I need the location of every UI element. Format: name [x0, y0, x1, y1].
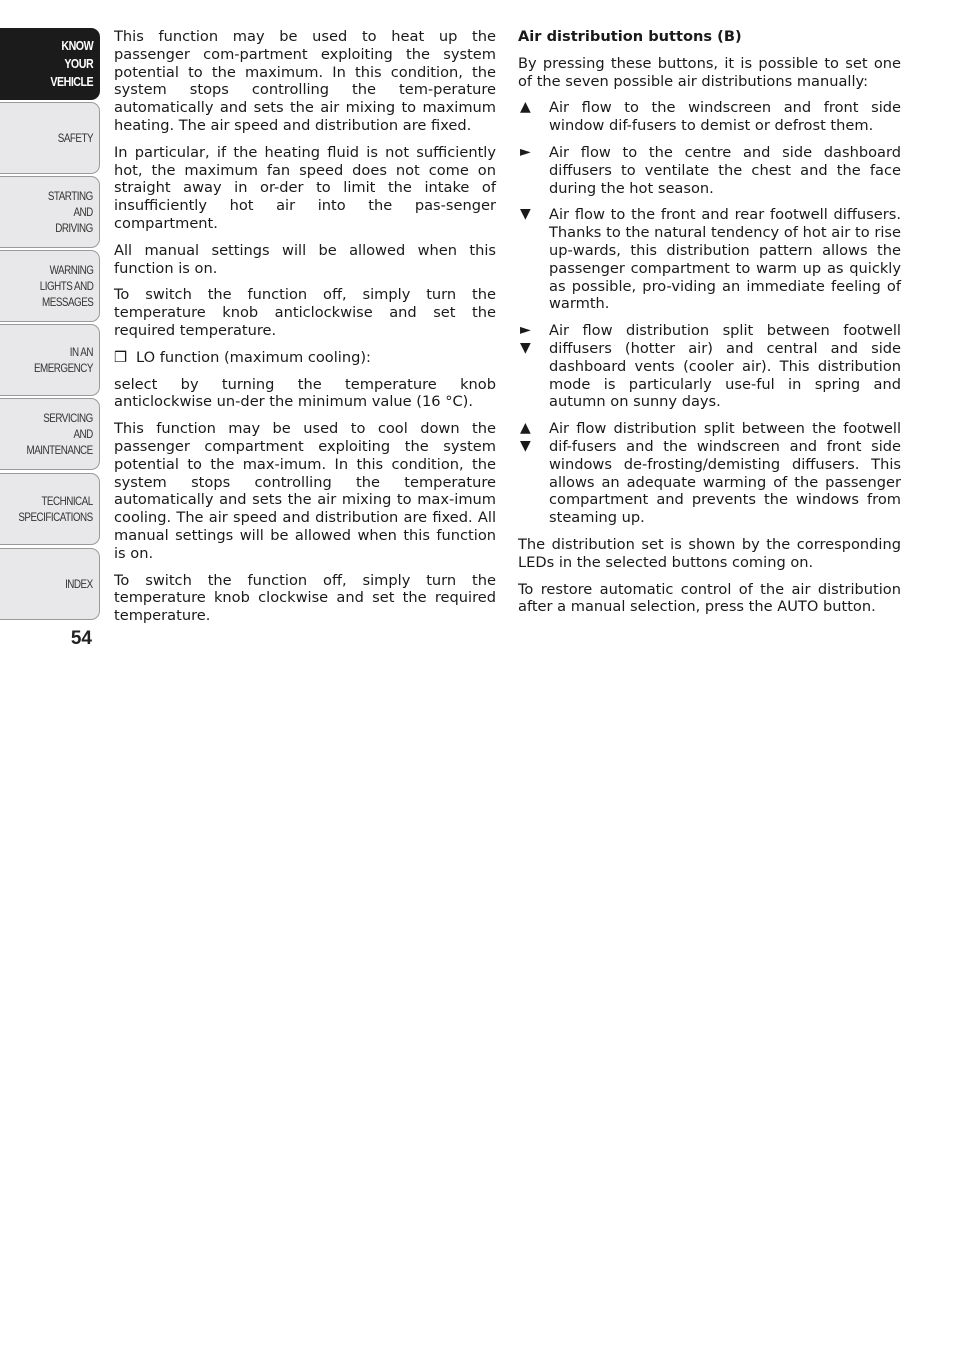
checkbox-bullet-icon: ❒: [114, 348, 128, 366]
tab-label: KNOW YOUR VEHICLE: [50, 38, 93, 89]
list-item: [518, 99, 901, 135]
tab-index[interactable]: [0, 548, 100, 620]
tab-label: TECHNICAL SPECIFICATIONS: [18, 494, 93, 524]
paragraph: This function may be used to cool down the passenger compartment exploiting the system potential to the max-imum. In this condition, the system stops controlling the temperature automatically and sets the air mixing to max-imum cooling. The air speed and distribution are fixed. All manual settings will be allowed when this function is on.: [114, 420, 496, 562]
tab-label: STARTING AND DRIVING: [48, 189, 93, 235]
list-item: [518, 206, 901, 313]
list-item: [518, 322, 901, 411]
tab-emergency[interactable]: [0, 324, 100, 396]
paragraph: This function may be used to heat up the passenger com-partment exploiting the system potential to the maximum. In this condition, the system stops controlling the tem-perature automatically and sets the air mixing to maximum heating. The air speed and distribution are fixed.: [114, 28, 496, 134]
paragraph: To restore automatic control of the air distribution after a manual selection, press the AUTO button.: [518, 580, 901, 616]
paragraph: To switch the function off, simply turn the temperature knob clockwise and set the required temperature.: [114, 571, 496, 625]
tab-label: IN AN EMERGENCY: [33, 345, 93, 375]
arrow-down-icon: ▼: [520, 437, 531, 454]
paragraph: All manual settings will be allowed when this function is on.: [114, 241, 496, 277]
tab-label: INDEX: [65, 577, 93, 591]
item-text: Air flow to the windscreen and front side window dif-fusers to demist or defrost them.: [549, 99, 901, 135]
arrow-up-icon: ▲: [520, 420, 531, 437]
item-text: Air flow distribution split between footwell diffusers (hotter air) and central and side dashboard vents (cooler air). This distribution mode is particularly use-ful in spring and autumn on sunny days.: [549, 322, 901, 411]
tab-servicing[interactable]: [0, 398, 100, 470]
item-text: Air flow to the front and rear footwell diffusers. Thanks to the natural tendency of hot air to rise up-wards, this distribution pattern allows the passenger compartment to warm up as quickly as possible, pro-viding an immediate feeling of warmth.: [549, 206, 901, 313]
paragraph: The distribution set is shown by the corresponding LEDs in the selected buttons coming on.: [518, 535, 901, 571]
tab-safety[interactable]: [0, 102, 100, 174]
arrow-down-icon: ▼: [520, 206, 531, 223]
tab-label: SERVICING AND MAINTENANCE: [26, 411, 93, 457]
tab-technical-specifications[interactable]: [0, 473, 100, 545]
tab-know-your-vehicle[interactable]: [0, 28, 100, 100]
item-text: Air flow to the centre and side dashboard diffusers to ventilate the chest and the face during the hot season.: [549, 143, 901, 197]
paragraph: To switch the function off, simply turn the temperature knob anticlockwise and set the required temperature.: [114, 286, 496, 339]
tab-label: WARNING LIGHTS AND MESSAGES: [39, 263, 93, 309]
item-text: Air flow distribution split between the footwell dif-fusers and the windscreen and front side windows de-frosting/demisting diffusers. This allows an adequate warming of the passenger compartment and prevents the windows from steaming up.: [549, 420, 901, 527]
paragraph: In particular, if the heating fluid is not sufficiently hot, the maximum fan speed does not come on straight away in or-der to limit the intake of insufficiently hot air into the pas-senger compartment.: [114, 143, 496, 232]
section-heading: Air distribution buttons (B): [518, 28, 742, 45]
right-column: [518, 28, 901, 625]
tab-starting-and-driving[interactable]: [0, 176, 100, 248]
tab-label: SAFETY: [57, 131, 93, 145]
arrow-up-icon: ▲: [520, 99, 531, 116]
left-column: [114, 28, 496, 634]
bullet-item: [114, 349, 496, 367]
paragraph: By pressing these buttons, it is possible to set one of the seven possible air distributions manually:: [518, 54, 901, 90]
list-item: [518, 144, 901, 197]
arrow-right-icon: ►: [520, 143, 531, 160]
arrow-right-icon: ►: [520, 322, 531, 339]
arrow-down-icon: ▼: [520, 339, 531, 356]
tab-warning-lights[interactable]: [0, 250, 100, 322]
list-item: [518, 420, 901, 527]
paragraph: select by turning the temperature knob anticlockwise un-der the minimum value (16 °C).: [114, 375, 496, 411]
bullet-text: LO function (maximum cooling):: [136, 348, 371, 366]
page-number: 54: [70, 628, 92, 649]
